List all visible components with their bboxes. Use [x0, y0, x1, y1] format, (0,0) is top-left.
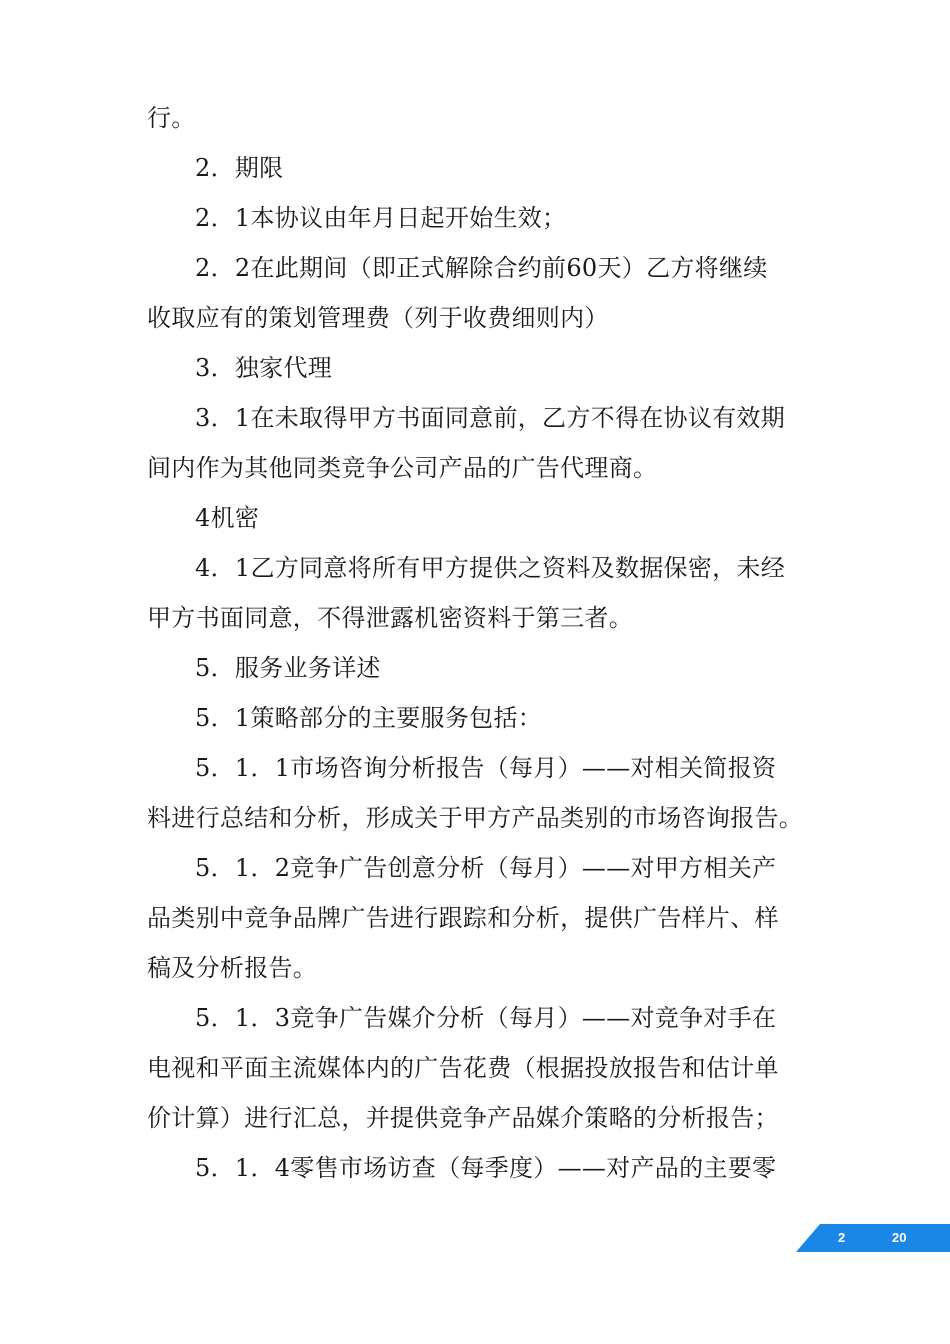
text-line: 5．1．3竞争广告媒介分析（每月）——对竞争对手在 [195, 1004, 777, 1032]
text-line: 价计算）进行汇总，并提供竞争产品媒介策略的分析报告； [147, 1104, 779, 1132]
current-page-number: 2 [838, 1230, 846, 1245]
text-line: 2．2在此期间（即正式解除合约前60天）乙方将继续 [195, 254, 768, 282]
section-heading: 5．服务业务详述 [195, 654, 381, 682]
text-line: 稿及分析报告。 [147, 954, 318, 982]
text-line: 5．1策略部分的主要服务包括： [195, 704, 543, 732]
text-line: 收取应有的策划管理费（列于收费细则内） [147, 304, 609, 332]
text-line: 品类别中竞争品牌广告进行跟踪和分析，提供广告样片、样 [147, 904, 779, 932]
page-number-bar [796, 1224, 950, 1252]
text-line: 5．1．4零售市场访查（每季度）——对产品的主要零 [195, 1154, 777, 1182]
text-line: 3．1在未取得甲方书面同意前，乙方不得在协议有效期 [195, 404, 786, 432]
text-line: 间内作为其他同类竞争公司产品的广告代理商。 [147, 454, 658, 482]
total-pages-number: 20 [892, 1230, 907, 1245]
text-line: 电视和平面主流媒体内的广告花费（根据投放报告和估计单 [147, 1054, 779, 1082]
section-heading: 3．独家代理 [195, 354, 333, 382]
section-heading: 2．期限 [195, 154, 284, 182]
section-heading: 4机密 [195, 504, 260, 532]
text-line: 5．1．2竞争广告创意分析（每月）——对甲方相关产 [195, 854, 777, 882]
text-line: 5．1．1市场咨询分析报告（每月）——对相关简报资 [195, 754, 777, 782]
text-line: 2．1本协议由年月日起开始生效； [195, 204, 567, 232]
text-line: 料进行总结和分析，形成关于甲方产品类别的市场咨询报告。 [147, 804, 804, 832]
text-line: 甲方书面同意，不得泄露机密资料于第三者。 [147, 604, 633, 632]
text-line: 4．1乙方同意将所有甲方提供之资料及数据保密，未经 [195, 554, 786, 582]
text-line: 行。 [147, 104, 196, 132]
